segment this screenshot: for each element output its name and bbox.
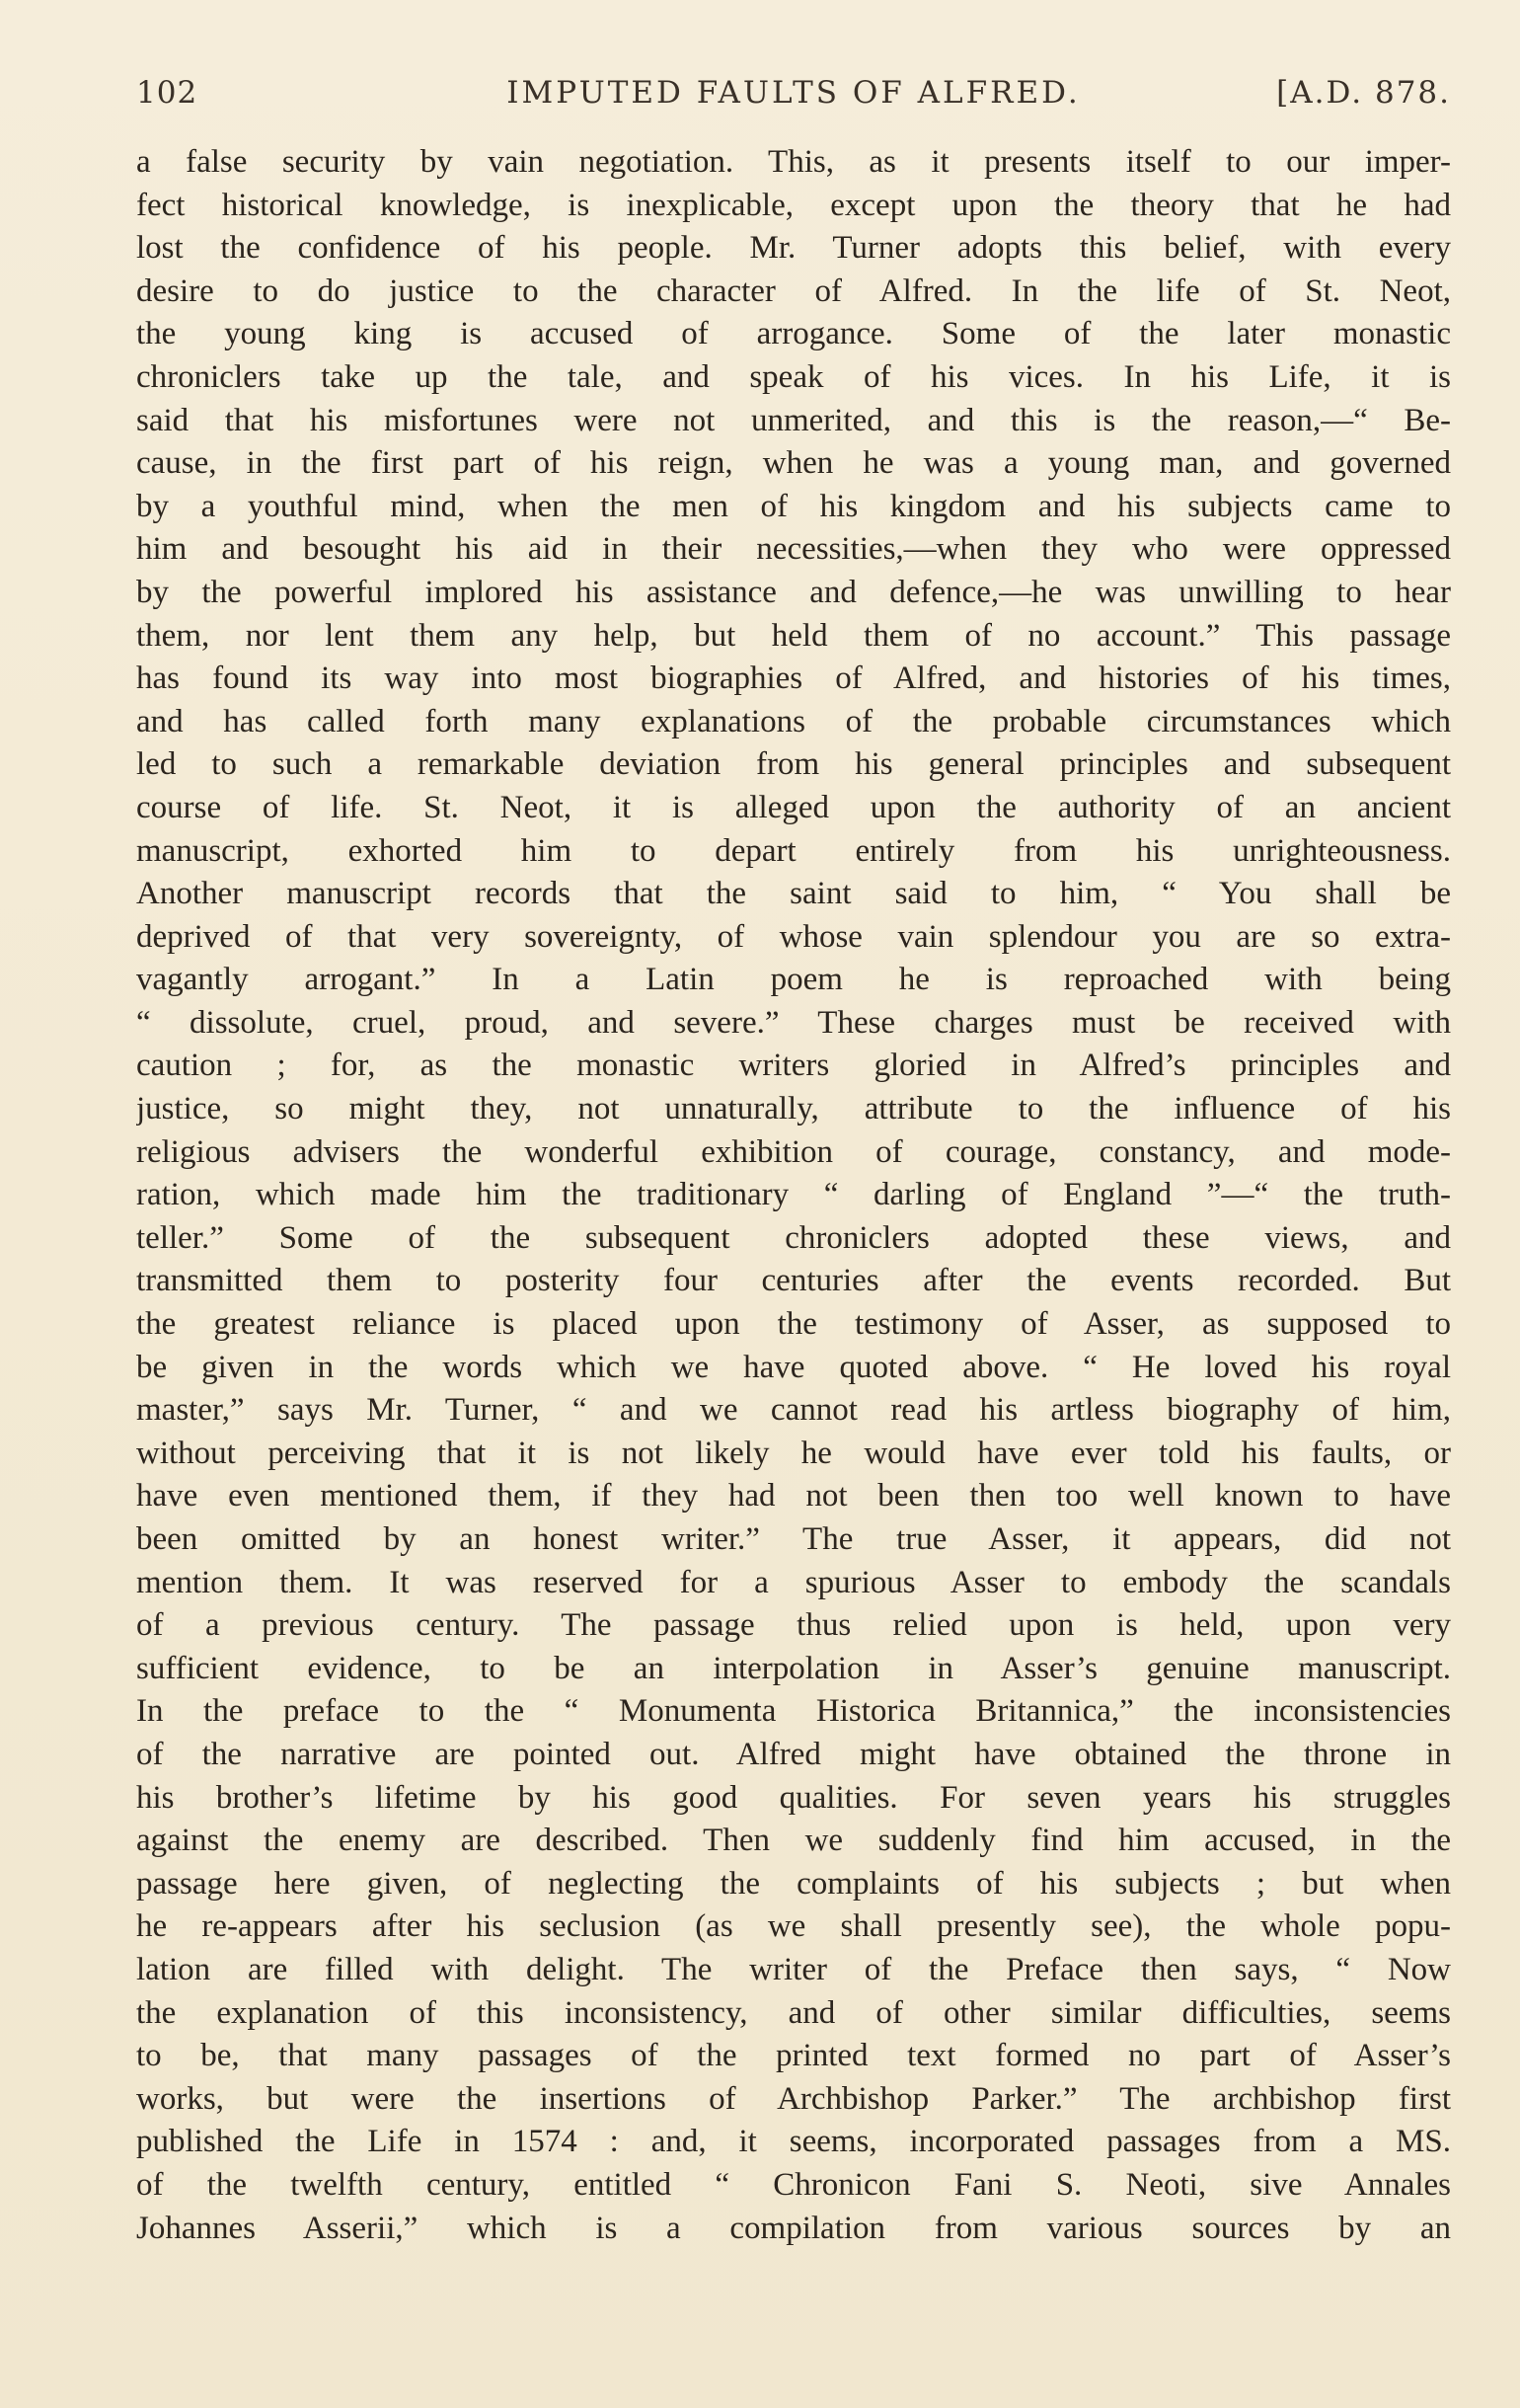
text-line: deprived of that very sovereignty, of whose vain splendour you are so extra- [136, 918, 1451, 955]
text-line: he re-appears after his seclusion (as we shall presently see), the whole popu- [136, 1908, 1451, 1945]
text-line: course of life. St. Neot, it is alleged upon the authority of an ancient [136, 789, 1451, 825]
text-line: of the narrative are pointed out. Alfred might have obtained the throne in [136, 1736, 1451, 1772]
text-line: him and besought his aid in their necessities,—when they who were oppressed [136, 531, 1451, 568]
text-line: transmitted them to posterity four centuries after the events recorded. But [136, 1263, 1451, 1299]
text-line: of the twelfth century, entitled “ Chronicon Fani S. Neoti, sive Annales [136, 2166, 1451, 2203]
text-line: lation are filled with delight. The writer of the Preface then says, “ Now [136, 1951, 1451, 1987]
text-line: the greatest reliance is placed upon the testimony of Asser, as supposed to [136, 1306, 1451, 1343]
running-title: IMPUTED FAULTS OF ALFRED. [506, 75, 1081, 111]
text-line: mention them. It was reserved for a spurious Asser to embody the scandals [136, 1564, 1451, 1600]
text-line: published the Life in 1574 : and, it seems, incorporated passages from a MS. [136, 2124, 1451, 2160]
text-line: cause, in the first part of his reign, when he was a young man, and governed [136, 445, 1451, 482]
text-line: master,” says Mr. Turner, “ and we cannot read his artless biography of him, [136, 1392, 1451, 1429]
text-line: has found its way into most biographies of Alfred, and histories of his times, [136, 660, 1451, 697]
text-line: said that his misfortunes were not unmerited, and this is the reason,—“ Be- [136, 402, 1451, 438]
body-text [136, 141, 1451, 2250]
text-line: lost the confidence of his people. Mr. Turner adopts this belief, with every [136, 230, 1451, 267]
text-line: them, nor lent them any help, but held them of no account.” This passage [136, 617, 1451, 654]
date-reference: [A.D. 878. [1276, 75, 1451, 111]
text-line: vagantly arrogant.” In a Latin poem he is reproached with being [136, 962, 1451, 998]
text-line: “ dissolute, cruel, proud, and severe.” These charges must be received with [136, 1004, 1451, 1041]
text-line: desire to do justice to the character of Alfred. In the life of St. Neot, [136, 272, 1451, 309]
text-line: been omitted by an honest writer.” The true Asser, it appears, did not [136, 1521, 1451, 1557]
page-number: 102 [136, 75, 198, 111]
text-line: the young king is accused of arrogance. Some of the later monastic [136, 316, 1451, 352]
text-line: teller.” Some of the subsequent chroniclers adopted these views, and [136, 1219, 1451, 1256]
text-line: sufficient evidence, to be an interpolation in Asser’s genuine manuscript. [136, 1650, 1451, 1686]
text-line: Another manuscript records that the saint said to him, “ You shall be [136, 876, 1451, 912]
text-line: be given in the words which we have quoted above. “ He loved his royal [136, 1349, 1451, 1385]
text-line: the explanation of this inconsistency, and of other similar difficulties, seems [136, 1994, 1451, 2031]
text-line: and has called forth many explanations of the probable circumstances which [136, 703, 1451, 739]
text-line: ration, which made him the traditionary “ darling of England ”—“ the truth- [136, 1177, 1451, 1213]
text-line: to be, that many passages of the printed text formed no part of Asser’s [136, 2038, 1451, 2074]
text-line: justice, so might they, not unnaturally, attribute to the influence of his [136, 1091, 1451, 1127]
text-line: by a youthful mind, when the men of his kingdom and his subjects came to [136, 488, 1451, 524]
text-line: In the preface to the “ Monumenta Historica Britannica,” the inconsistencies [136, 1693, 1451, 1730]
text-line: caution ; for, as the monastic writers gloried in Alfred’s principles and [136, 1048, 1451, 1084]
text-line: have even mentioned them, if they had not been then too well known to have [136, 1478, 1451, 1515]
text-line: by the powerful implored his assistance and defence,—he was unwilling to hear [136, 574, 1451, 610]
text-line: led to such a remarkable deviation from his general principles and subsequent [136, 746, 1451, 783]
text-line: Johannes Asserii,” which is a compilation from various sources by an [136, 2210, 1451, 2246]
text-line: of a previous century. The passage thus relied upon is held, upon very [136, 1607, 1451, 1644]
text-line: works, but were the insertions of Archbishop Parker.” The archbishop first [136, 2080, 1451, 2117]
text-line: passage here given, of neglecting the complaints of his subjects ; but when [136, 1865, 1451, 1902]
text-line: manuscript, exhorted him to depart entirely from his unrighteousness. [136, 832, 1451, 869]
text-line: fect historical knowledge, is inexplicable, except upon the theory that he had [136, 187, 1451, 223]
text-line: a false security by vain negotiation. This, as it presents itself to our imper- [136, 144, 1451, 180]
text-line: chroniclers take up the tale, and speak of his vices. In his Life, it is [136, 358, 1451, 395]
text-line: without perceiving that it is not likely he would have ever told his faults, or [136, 1435, 1451, 1471]
text-line: his brother’s lifetime by his good qualities. For seven years his struggles [136, 1779, 1451, 1816]
text-line: against the enemy are described. Then we suddenly find him accused, in the [136, 1823, 1451, 1859]
page-header [136, 69, 1451, 118]
text-line: religious advisers the wonderful exhibition of courage, constancy, and mode- [136, 1133, 1451, 1170]
